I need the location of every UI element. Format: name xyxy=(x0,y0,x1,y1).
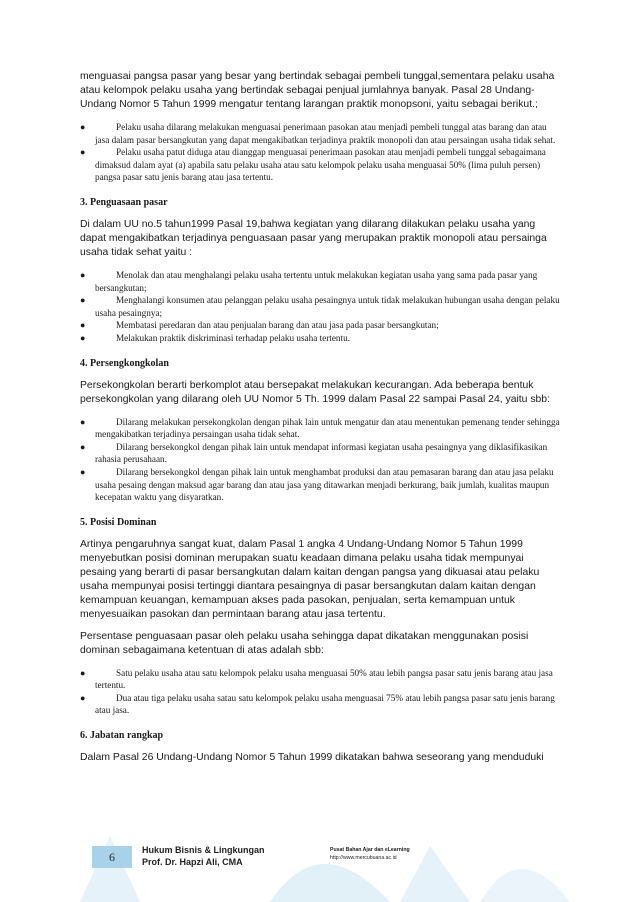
list-item: ● Pelaku usaha dilarang melakukan menguasai penerimaan pasokan atau menjadi pembeli tunggal atas barang dan atau jasa dalam pasar bersangkutan yang dapat mengakibatkan terjadinya praktik monopoli dan atau persaingan usaha tidak sehat. xyxy=(80,122,556,145)
bullet-icon: ● xyxy=(80,466,86,477)
intro-paragraph: menguasai pangsa pasar yang besar yang bertindak sebagai pembeli tunggal,sementara pelaku usaha atau kelompok pelaku usaha yang bertindak sebagai penjual jumlahnya banyak. Pasal 28 Undang-Undang Nomor 5 Tahun 1999 mengatur tentang larangan praktik monopsoni, yaitu sebagai berikut.; xyxy=(80,71,555,110)
list-item: ● Dilarang bersekongkol dengan pihak lain untuk mendapat informasi kegiatan usaha pesaingnya yang diklasifikasikan rahasia perusahaan. xyxy=(80,441,548,465)
section-heading-3: 3. Penguasaan pasar xyxy=(80,196,168,208)
bullet-icon: ● xyxy=(80,441,86,452)
list-item: ● Menolak dan atau menghalangi pelaku usaha tertentu untuk melakukan kegiatan usaha yang sama pada pasar yang bersangkutan; xyxy=(80,269,538,293)
course-title: Hukum Bisnis & Lingkungan xyxy=(142,845,265,855)
page-number: 6 xyxy=(92,846,132,868)
bullet-icon: ● xyxy=(80,147,86,158)
bullet-icon: ● xyxy=(80,295,86,306)
section-heading-5: 5. Posisi Dominan xyxy=(80,516,157,528)
page-content xyxy=(80,70,562,765)
section-4-paragraph: Persekongkolan berarti berkomplot atau bersepakat melakukan kecurangan. Ada beberapa bentuk persekongkolan yang dilarang oleh UU Nomor 5 Th. 1999 dalam Pasal 22 sampai Pasal 24, yaitu sbb: xyxy=(80,379,550,405)
list-item: ● Dilarang bersekongkol dengan pihak lain untuk menghambat produksi dan atau pemasaran barang dan atau jasa pelaku usaha pesaing dengan maksud agar barang dan atau jasa yang ditawarkan menjadi berkurang, baik jumlah, kualitas maupun kecepatan waktu yang disyaratkan. xyxy=(80,466,554,503)
monopsony-list xyxy=(80,121,562,184)
section-6-paragraph: Dalam Pasal 26 Undang-Undang Nomor 5 Tahun 1999 dikatakan bahwa seseorang yang menduduki xyxy=(80,752,544,764)
market-control-list xyxy=(80,269,562,345)
conspiracy-list xyxy=(80,416,562,504)
bullet-icon: ● xyxy=(80,692,86,703)
bullet-icon: ● xyxy=(80,667,86,678)
source-url: http://www.mercubuana.ac.id xyxy=(330,855,397,861)
source-title: Pusat Bahan Ajar dan eLearning xyxy=(330,847,410,853)
bullet-icon: ● xyxy=(80,122,86,132)
section-heading-6: 6. Jabatan rangkap xyxy=(80,730,164,742)
list-item: ● Dilarang melakukan persekongkolan dengan pihak lain untuk mengatur dan atau menentukan pemenang tender sehingga mengakibatkan terjadinya persaingan usaha tidak sehat. xyxy=(80,416,560,440)
list-item: ● Dua atau tiga pelaku usaha satau satu kelompok pelaku usaha menguasai 75% atau lebih pangsa pasar satu jenis barang atau jasa. xyxy=(80,692,555,716)
author-name: Prof. Dr. Hapzi Ali, CMA xyxy=(142,857,243,867)
list-item: ● Satu pelaku usaha atau satu kelompok pelaku usaha menguasai 50% atau lebih pangsa pasar satu jenis barang atau jasa tertentu. xyxy=(80,667,553,691)
list-item: ● Menghalangi konsumen atau pelanggan pelaku usaha pesaingnya untuk tidak melakukan hubungan usaha dengan pelaku usaha pesaingnya; xyxy=(80,295,560,318)
list-item: ● Membatasi peredaran dan atau penjualan barang dan atau jasa pada pasar bersangkutan; xyxy=(80,320,439,331)
section-5-paragraph-a: Artinya pengaruhnya sangat kuat, dalam Pasal 1 angka 4 Undang-Undang Nomor 5 Tahun 1999 menyebutkan posisi dominan merupakan suatu keadaan dimana pelaku usaha tidak mempunyai pesaing yang berarti di pasar bersangkutan dalam kaitan dengan pangsa yang dikuasai atau pelaku usaha mempunyai posisi tertinggi diantara pesaingnya di pasar bersangkutan dalam kaitan dengan kemampuan keuangan, kemampuan akses pada pasokan, penjualan, serta kemampuan untuk menyesuaikan pasokan dan permintaan barang atau jasa tertentu. xyxy=(80,538,540,620)
section-heading-4: 4. Persengkongkolan xyxy=(80,357,169,369)
bullet-icon: ● xyxy=(80,332,86,343)
list-item: ● Pelaku usaha patut diduga atau dianggap menguasai penerimaan pasokan atau menjadi pembeli tunggal sebagaimana dimaksud dalam ayat (a) apabila satu pelaku usaha atau satu kelompok pelaku usaha menguasai 50% (lima puluh persen) pangsa pasar satu jenis barang atau jasa tertentu. xyxy=(80,147,546,183)
dominant-position-list xyxy=(80,667,562,717)
list-item: ● Melakukan praktik diskriminasi terhadap pelaku usaha tertentu. xyxy=(80,332,350,343)
footer-course-info xyxy=(142,844,265,868)
footer-source xyxy=(330,846,410,862)
bullet-icon: ● xyxy=(80,320,86,331)
page-footer xyxy=(70,836,570,902)
bullet-icon: ● xyxy=(80,416,86,427)
section-5-paragraph-b: Persentase penguasaan pasar oleh pelaku usaha sehingga dapat dikatakan menggunakan posisi dominan sebagaimana ketentuan di atas adalah sbb: xyxy=(80,630,529,656)
bullet-icon: ● xyxy=(80,269,86,280)
section-3-paragraph: Di dalam UU no.5 tahun1999 Pasal 19,bahwa kegiatan yang dilarang dilakukan pelaku usaha yang dapat mengakibatkan terjadinya penguasaan pasar yang merupakan praktik monopoli atau persainga usaha tidak sehat yaitu : xyxy=(80,218,547,258)
